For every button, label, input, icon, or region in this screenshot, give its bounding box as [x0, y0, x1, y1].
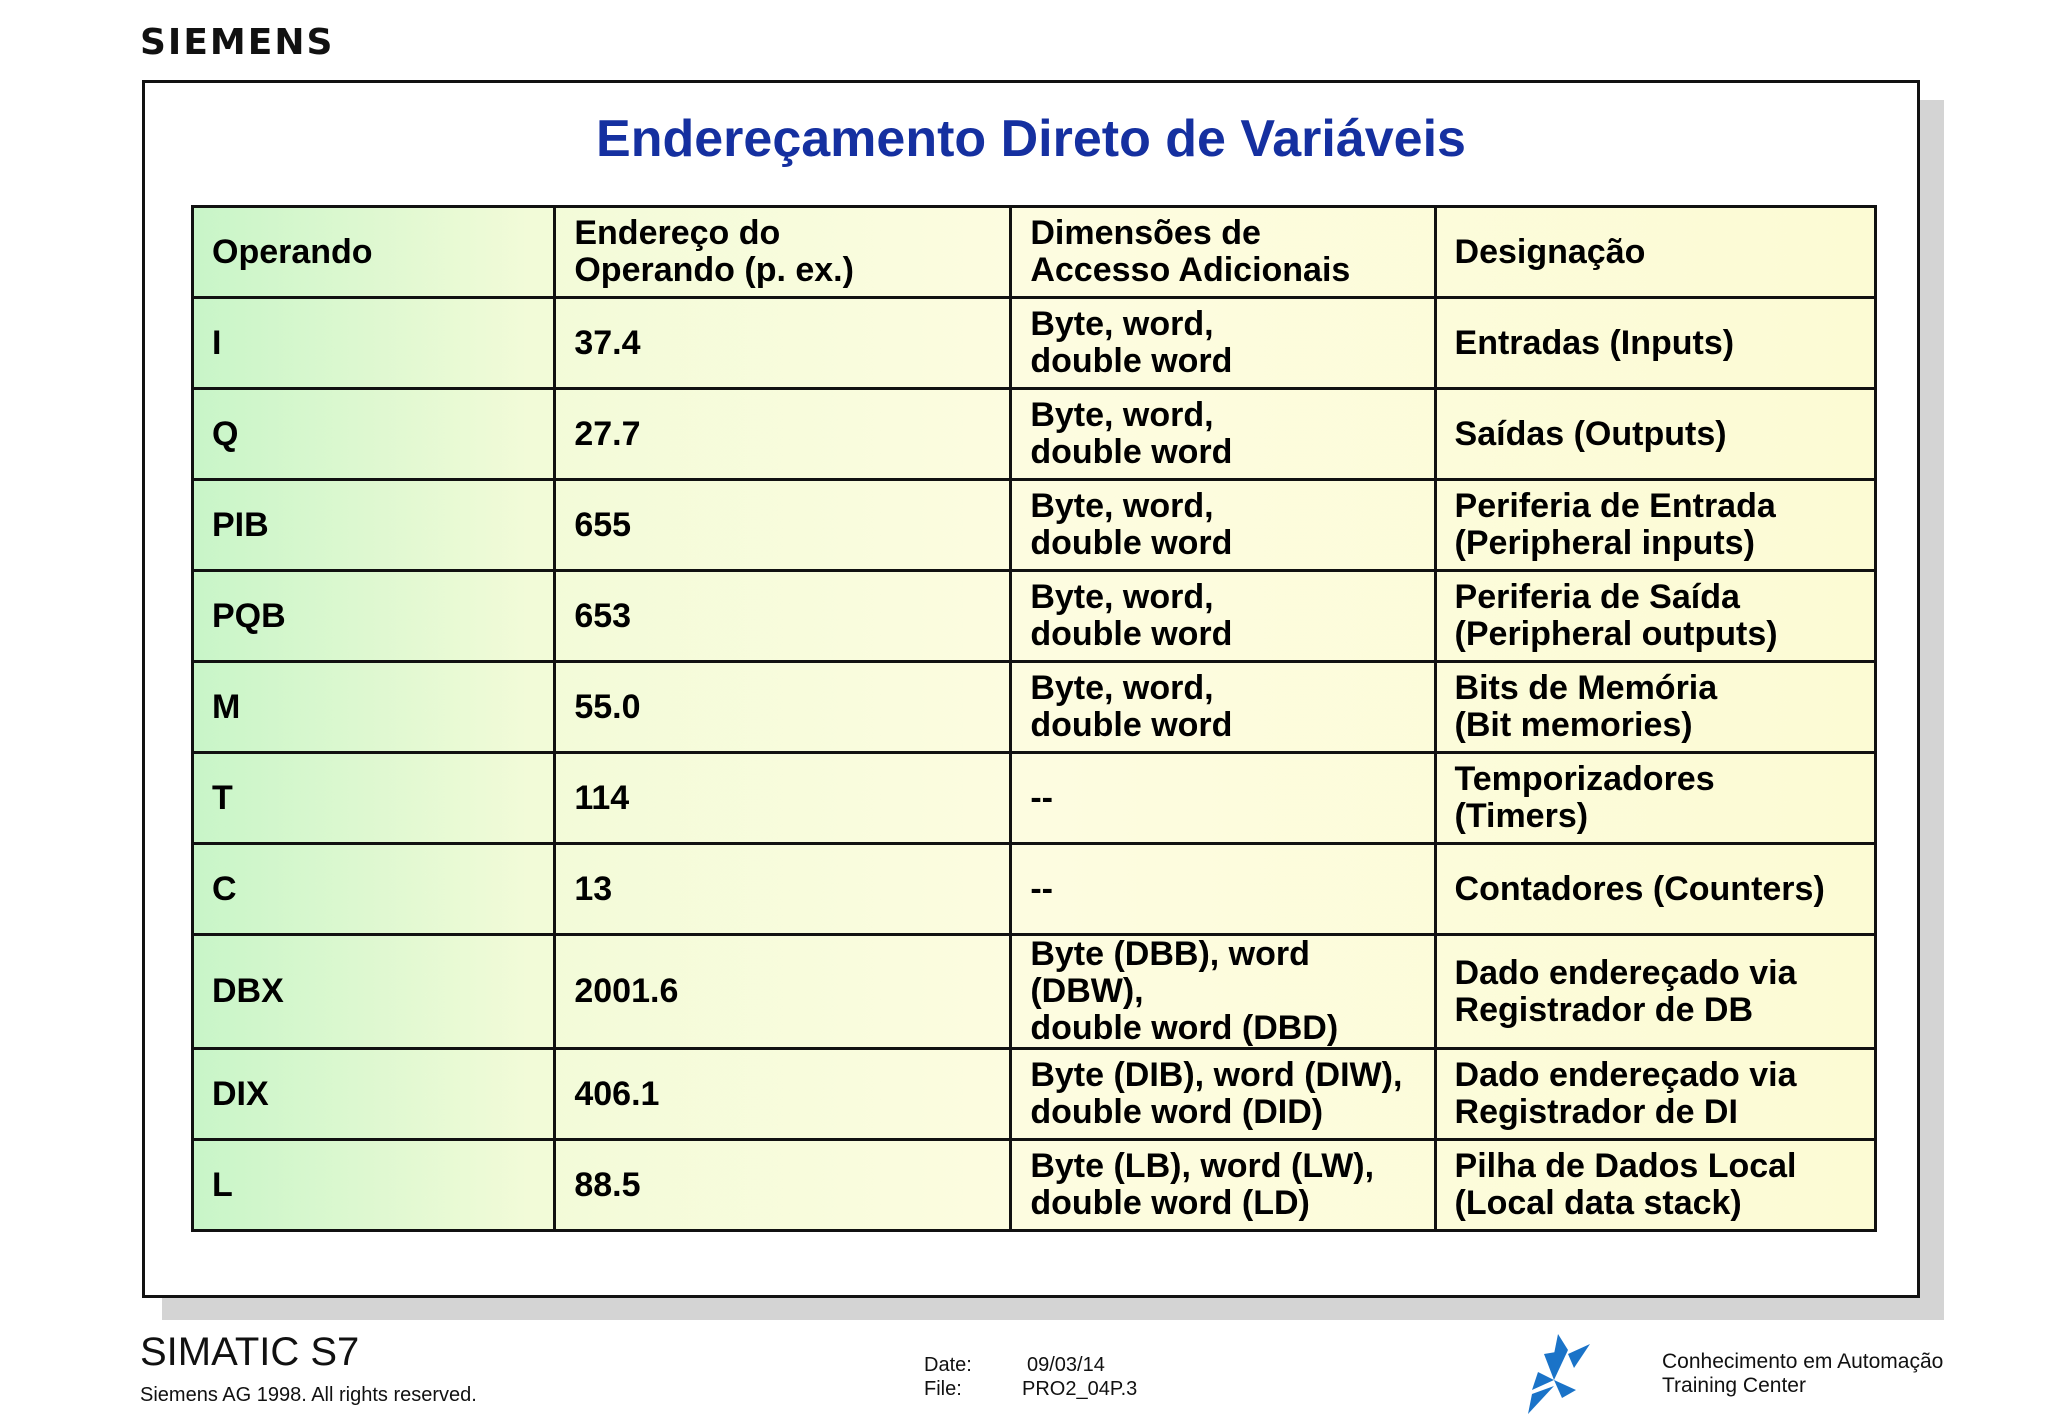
- header-designacao: Designação: [1435, 207, 1875, 298]
- copyright-text: Siemens AG 1998. All rights reserved.: [140, 1384, 477, 1406]
- table-row: [193, 662, 1876, 753]
- file-label: File:: [924, 1378, 962, 1400]
- cell-designacao: Dado endereçado via Registrador de DI: [1435, 1049, 1875, 1140]
- cell-endereco: 88.5: [555, 1140, 1011, 1231]
- table-row: [193, 480, 1876, 571]
- slide-frame: [142, 80, 1920, 1298]
- cell-designacao: Temporizadores (Timers): [1435, 753, 1875, 844]
- cell-endereco: 655: [555, 480, 1011, 571]
- training-center-logo-icon: [1524, 1332, 1594, 1416]
- cell-operando: PIB: [193, 480, 555, 571]
- cell-designacao: Pilha de Dados Local (Local data stack): [1435, 1140, 1875, 1231]
- cell-endereco: 55.0: [555, 662, 1011, 753]
- header-endereco: Endereço do Operando (p. ex.): [555, 207, 1011, 298]
- table-row: [193, 753, 1876, 844]
- table-row: [193, 935, 1876, 1049]
- cell-endereco: 2001.6: [555, 935, 1011, 1049]
- cell-dimensoes: Byte, word, double word: [1011, 480, 1435, 571]
- cell-designacao: Periferia de Entrada (Peripheral inputs): [1435, 480, 1875, 571]
- training-center-text: [1662, 1350, 1943, 1398]
- cell-dimensoes: Byte, word, double word: [1011, 662, 1435, 753]
- table-row: [193, 1049, 1876, 1140]
- table-row: [193, 389, 1876, 480]
- table-row: [193, 1140, 1876, 1231]
- cell-dimensoes: Byte, word, double word: [1011, 298, 1435, 389]
- cell-designacao: Dado endereçado via Registrador de DB: [1435, 935, 1875, 1049]
- cell-endereco: 653: [555, 571, 1011, 662]
- cell-dimensoes: --: [1011, 844, 1435, 935]
- cell-endereco: 37.4: [555, 298, 1011, 389]
- cell-dimensoes: Byte, word, double word: [1011, 389, 1435, 480]
- date-label: Date:: [924, 1354, 972, 1376]
- cell-dimensoes: Byte (DIB), word (DIW), double word (DID): [1011, 1049, 1435, 1140]
- cell-designacao: Contadores (Counters): [1435, 844, 1875, 935]
- product-name: SIMATIC S7: [140, 1330, 360, 1374]
- cell-endereco: 114: [555, 753, 1011, 844]
- cell-endereco: 27.7: [555, 389, 1011, 480]
- file-value: PRO2_04P.3: [1022, 1378, 1138, 1400]
- header-dimensoes: Dimensões de Accesso Adicionais: [1011, 207, 1435, 298]
- cell-dimensoes: Byte, word, double word: [1011, 571, 1435, 662]
- cell-designacao: Bits de Memória (Bit memories): [1435, 662, 1875, 753]
- cell-operando: L: [193, 1140, 555, 1231]
- cell-operando: PQB: [193, 571, 555, 662]
- table-row: [193, 844, 1876, 935]
- training-center-line2: Training Center: [1662, 1374, 1806, 1397]
- training-center-line1: Conhecimento em Automação: [1662, 1350, 1944, 1373]
- table-header-row: [193, 207, 1876, 298]
- table-row: [193, 298, 1876, 389]
- cell-designacao: Entradas (Inputs): [1435, 298, 1875, 389]
- siemens-logo: SIEMENS: [140, 22, 335, 63]
- cell-dimensoes: Byte (DBB), word (DBW), double word (DBD): [1011, 935, 1435, 1049]
- cell-endereco: 406.1: [555, 1049, 1011, 1140]
- slide-title: Endereçamento Direto de Variáveis: [596, 110, 1466, 168]
- cell-designacao: Periferia de Saída (Peripheral outputs): [1435, 571, 1875, 662]
- operands-table: [191, 205, 1877, 1232]
- cell-dimensoes: --: [1011, 753, 1435, 844]
- cell-operando: DBX: [193, 935, 555, 1049]
- cell-operando: T: [193, 753, 555, 844]
- cell-endereco: 13: [555, 844, 1011, 935]
- cell-operando: Q: [193, 389, 555, 480]
- cell-operando: C: [193, 844, 555, 935]
- table-body: [193, 298, 1876, 1231]
- table-row: [193, 571, 1876, 662]
- cell-dimensoes: Byte (LB), word (LW), double word (LD): [1011, 1140, 1435, 1231]
- header-operando: Operando: [193, 207, 555, 298]
- cell-operando: I: [193, 298, 555, 389]
- cell-operando: M: [193, 662, 555, 753]
- cell-operando: DIX: [193, 1049, 555, 1140]
- date-value: 09/03/14: [1027, 1354, 1105, 1376]
- cell-designacao: Saídas (Outputs): [1435, 389, 1875, 480]
